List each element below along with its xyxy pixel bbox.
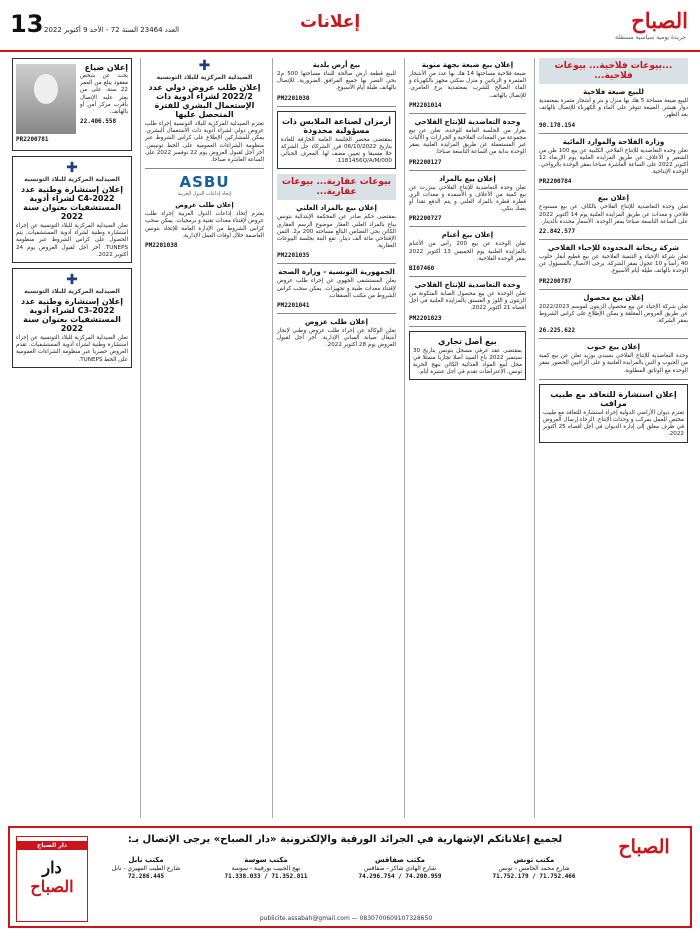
pharmacy-emblem-icon: ✚ — [66, 160, 78, 176]
page-number: 13 — [10, 10, 44, 38]
ad-ref: PM2201038 — [145, 242, 178, 250]
logo-word: دار — [42, 858, 62, 877]
ad-text: تعلن الصيدلية المركزية للبلاد التونسية عن إجراء استشارة وطنية لشراء أدوية المستشفيات. تقدم العروض حصريا عبر منظومة الشراءات العمومية على الخط TUNEPS. — [16, 335, 128, 363]
divider — [277, 263, 396, 264]
divider — [409, 326, 526, 327]
ad-item — [277, 204, 396, 259]
masthead-title: الصباح — [631, 8, 688, 33]
ad-text: ضيعة فلاحية مساحتها 14 هك بها عدد من الأشجار المثمرة و الزياتين و منزل سكني مجهز بالكهرباء و الماء الصالح للشرب بمعتمدية برج العامري. للإتصال بالهاتف. — [409, 71, 526, 99]
masthead — [631, 8, 688, 33]
ad-title: الجمهورية التونسية - وزارة الصحة — [278, 268, 395, 277]
ad-title: إعلان بيع حبوب — [587, 343, 640, 352]
ad-title: شركة ريحانة المحدودة للإحياء الفلاحي — [548, 244, 679, 253]
ad-text: تعلن الوكالة عن إجراء طلب عروض وطني لإنجاز أشغال صيانة المباني الإدارية. آخر أجل لقبول العروض يوم 28 أكتوبر 2022. — [277, 328, 396, 349]
ad-item — [409, 175, 526, 223]
office-address: شارع الطيب المهيري - نابل — [111, 865, 181, 872]
footer-banner — [8, 826, 692, 928]
ad-title: إعلان بيع محصول — [583, 293, 644, 302]
logo-text: الصيدلية المركزية للبلاد التونسية — [156, 74, 253, 81]
ad-text: تعلن الوحدة عن بيع محصول الصابة المتكونة من الزيتون و اللوز و الفستق بالمزايدة العلنية في أجل أقصاه 21 أكتوبر 2022. — [409, 291, 526, 312]
masthead-subtitle: جريدة يومية سياسية مستقلة — [614, 34, 686, 41]
divider — [409, 276, 526, 277]
ad-title: وحدة التعاضدية للإنتاج الفلاحي — [414, 117, 521, 126]
section-band: بيوعات عقارية... بيوعات عقارية... — [277, 174, 396, 200]
ad-item — [539, 343, 688, 375]
ad-text: بمقتضى محضر الجلسة العامة الخارقة للعادة بتاريخ 06/10/2022 قرر الشركاء حل الشركة حلا مسبقا و تعيين مصف لها. المعرف الجبائي 1181456Q/A/M/000. — [281, 136, 392, 165]
ad-title: إعلان طلب عروض — [304, 318, 369, 327]
ad-title: إعلان ضياع — [84, 63, 128, 72]
ad-ref: PM2201041 — [277, 302, 310, 310]
divider — [539, 289, 688, 290]
divider — [409, 170, 526, 171]
ad-text: بمقتضى عقد عرفي مسجل بتونس بتاريخ 30 سبتمبر 2022 باع السيد أصلا تجاريا متمثلا في محل لبيع المواد الغذائية الكائن بنهج الحرية تونس. الإعتراضات تقدم في أجل عشرة أيام. — [413, 347, 522, 376]
ad-title: أرمزان لصناعة الملابس ذات مسؤولية محدودة — [281, 116, 392, 135]
ad-text: تعلن شركة الإحياء عن بيع محصول الزيتون لموسم 2022/2023 عن طريق العروض المغلقة و يمكن الإطلاع على كراس الشروط بمقر الشركة. — [539, 303, 688, 325]
office-name: مكتب صفاقس — [374, 856, 426, 864]
pharmacy-logo — [145, 58, 264, 81]
logo-word: الصباح — [30, 877, 74, 896]
divider — [539, 239, 688, 240]
ad-item — [409, 231, 526, 272]
ad-ref: PR2200781 — [16, 136, 49, 143]
section-band: ...بيوعات فلاحية... بيوعات فلاحية... — [539, 58, 688, 84]
ad-item — [277, 61, 396, 102]
asbu-logo-text: ASBU — [179, 173, 230, 192]
consultation-ad — [539, 384, 688, 443]
ad-text: يعلن المستشفى الجهوي عن إجراء طلب عروض لإقتناء معدات طبية و تجهيزات. يمكن سحب كراس الشروط من مكتب الصفقات. — [277, 278, 396, 299]
ad-ref: BI07460 — [409, 265, 435, 273]
ad-item — [409, 61, 526, 109]
ad-title: إعلان إستشارة وطنية عدد C3-2022 لشراء أدوية المستشفيات بعنوان سنة 2022 — [21, 297, 123, 334]
column-5 — [8, 58, 136, 818]
footer-logo-left — [16, 836, 88, 922]
pharmacy-logo — [16, 160, 128, 183]
ad-text: تعتزم ديوان الأراضي الدولية إجراء استشارة للتعاقد مع طبيب مختص للعمل بمركب و وحدات الإنتاج. الرجاء إرسال العروض في ظرف مغلق إلى إدارة الديوان في أجل أقصاه 25 أكتوبر 2022. — [543, 409, 684, 438]
ad-title: للبيع ضيعة فلاحية — [583, 88, 644, 96]
pharmacy-emblem-icon: ✚ — [66, 272, 78, 289]
ad-item — [409, 331, 526, 381]
column-1 — [534, 58, 692, 818]
ad-text: تعلن الصيدلية المركزية للبلاد التونسية عن إجراء استشارة وطنية لشراء أدوية المستشفيات. يتم الحصول على كراس الشروط عبر منظومة TUNEPS. آخر أجل لقبول العروض يوم 24 أكتوبر 2022. — [16, 223, 128, 258]
divider — [539, 338, 688, 339]
office-address: شارع محمد الخامس - تونس — [498, 865, 570, 872]
ad-title: وحدة التعاضدية للإنتاج الفلاحي — [414, 281, 521, 290]
divider — [277, 313, 396, 314]
ad-title: إعلان بيع ضيعة بجهة منوبة — [421, 61, 514, 69]
ad-item — [277, 111, 396, 170]
ad-title: إعلان استشارة للتعاقد مع طبيب مراقب — [550, 389, 677, 408]
divider — [539, 379, 688, 380]
ad-item — [539, 194, 688, 235]
ad-text: للبيع قطعة أرض صالحة للبناء مساحتها 500 م2 بحي النصر بها جميع المرافق الضرورية. للإتصال بالهاتف طيلة أيام الأسبوع. — [277, 71, 396, 92]
ad-ref: PM2201035 — [277, 252, 310, 260]
consultation-ad-c3 — [12, 268, 132, 368]
office-block — [96, 856, 196, 880]
asbu-logo — [145, 173, 264, 197]
column-2 — [404, 58, 530, 818]
logo-text: الصيدلية المركزية للبلاد التونسية — [24, 288, 120, 296]
ad-ref: PR2200787 — [539, 277, 572, 285]
ad-ref: 26.225.622 — [539, 327, 576, 335]
ad-item — [409, 281, 526, 322]
consultation-ad-c4 — [12, 156, 132, 263]
ad-title: إعلان طلب عروض دولي عدد 2022/2 لشراء أدوية ذات الإستعمال البشري للفترة المتحصل عليها — [148, 83, 261, 119]
ad-text: بقرار من الجلسة العامة للوحدة، تعلن عن بيع مجموعة من المعدات الفلاحية و الجرارات و الآليات غير المستعملة عن طريق المزايدة العلنية بمقر الوحدة بداية من الساعة التاسعة صباحا. — [409, 127, 526, 156]
footer-logo-right — [604, 836, 684, 896]
ad-title: إعلان إستشارة وطنية عدد C4-2022 لشراء أدوية المستشفيات بعنوان سنة 2022 — [21, 185, 123, 221]
office-phone: 71.338.033 / 71.352.811 — [224, 873, 308, 880]
ad-item — [539, 88, 688, 129]
phone-number: 22.406.558 — [80, 118, 117, 126]
logo-text: الصباح — [618, 836, 670, 858]
logo-text: الصيدلية المركزية للبلاد التونسية — [24, 176, 120, 183]
divider — [145, 168, 264, 169]
logo-caption: دار الصباح — [17, 841, 87, 850]
divider — [539, 189, 688, 190]
ad-text: تعلن وحدة التعاضدية للإنتاج الفلاحي بالكاف عن بيع مستودع فلاحي و معدات عن طريق المزايدة العلنية يوم 14 أكتوبر 2022 على الساعة التاسعة صباحا بمقر الوحدة. الأسعار محددة بالدينار. — [539, 204, 688, 225]
pharmacy-logo — [16, 272, 128, 295]
footer-contact-line: publicite.assabah@gmail.com — 0830700609107328650 — [259, 915, 433, 922]
asbu-subtitle: إتحاد إذاعات الدول العربية — [177, 191, 232, 198]
ad-title: بيع أصل تجاري — [438, 336, 497, 346]
ad-item — [539, 138, 688, 186]
divider — [409, 226, 526, 227]
column-3 — [272, 58, 400, 818]
ad-ref: PM2201030 — [277, 94, 310, 102]
office-block — [336, 856, 464, 880]
ad-ref: PR2200127 — [409, 158, 442, 166]
footer-headline: لجميع إعلاناتكم الإشهارية في الجرائد الورقية والإلكترونية «دار الصباح» يرجى الإتصال بـ: — [127, 834, 563, 845]
ad-item — [277, 268, 396, 309]
ad-ref: PM2201014 — [409, 101, 442, 109]
ad-text: وحدة التعاضدية للإنتاج الفلاحي بسيدي بوزيد تعلن عن بيع كمية من الحبوب و التبن بالمزايدة العلنية و على الراغبين الحضور بمقر الوحدة مع الوثائق المطلوبة. — [539, 353, 688, 374]
ad-ref: PR2200727 — [409, 215, 442, 223]
ad-item — [539, 244, 688, 285]
office-phone: 74.296.754 / 74.200.959 — [358, 873, 442, 880]
issue-line: العدد 23464 السنة 72 - الأحد 9 أكتوبر 2022 — [44, 26, 180, 34]
ad-title: إعلان طلب عروض — [175, 201, 234, 210]
ad-text: تعلن وحدة التعاضدية للإنتاج الفلاحي الكلبية عن بيع 100 طن من الشعير و الأعلاف عن طريق المزايدة العلنية يوم الإربعاء 12 أكتوبر 2022 على الساعة العاشرة صباحا بمقر الوحدة بالرواحي. الوحدة الإنتاجية. — [539, 147, 688, 176]
office-address: نهج الحبيب بورقيبة - سوسة — [231, 865, 301, 872]
pharmacy-emblem-icon: ✚ — [198, 58, 211, 74]
ad-text: تعتزم الصيدلية المركزية للبلاد التونسية إجراء طلب عروض دولي لشراء أدوية ذات الاستعمال البشري. يمكن للمشاركين الإطلاع على كراس الشروط عبر منظومة الشراءات العمومية على الخط تونيبس. آخر أجل لقبول العروض يوم 22 نوفمبر 2022 على الساعة العاشرة صباحا. — [145, 121, 264, 164]
ad-text: يعتزم إتحاد إذاعات الدول العربية إجراء طلب عروض لإقتناء معدات تقنية و برمجيات. يمكن سحب كراس الشروط من الإدارة العامة للإتحاد بتونس العاصمة خلال أوقات العمل الإدارية. — [145, 211, 264, 239]
ad-title: إعلان بيع أغنام — [441, 231, 494, 240]
divider — [539, 133, 688, 134]
office-block — [470, 856, 598, 880]
ad-ref: PR2200784 — [539, 178, 572, 186]
ad-text: بحث عن شخص مفقود يبلغ من العمر 22 سنة. على من يعثر عليه الإتصال بأقرب مركز أمن أو بالهاتف. — [80, 73, 128, 116]
ad-title: إعلان بيع بالمزاد العلني — [296, 204, 377, 213]
ad-ref: 98.178.154 — [539, 121, 576, 129]
ad-title: إعلان بيع — [597, 194, 630, 203]
lost-person-ad — [12, 58, 132, 151]
office-name: مكتب نابل — [128, 856, 164, 864]
office-phone: 71.752.179 / 71.752.466 — [492, 873, 576, 880]
ad-ref: PM2201023 — [409, 314, 442, 322]
office-address: شارع الهادي شاكر - صفاقس — [363, 865, 437, 872]
ad-title: إعلان بيع بالمزاد — [439, 174, 496, 183]
ad-text: تعلن الوحدة عن بيع 200 رأس من الأغنام بالمزايدة العلنية يوم الخميس 13 أكتوبر 2022 بمقر الوحدة الفلاحية. — [409, 241, 526, 262]
column-4 — [140, 58, 268, 818]
ad-item — [409, 118, 526, 166]
divider — [277, 106, 396, 107]
ad-item — [277, 318, 396, 350]
section-title: إعلانات — [300, 12, 361, 32]
ad-text: بمقتضى حكم صادر عن المحكمة الإبتدائية بتونس يباع بالمزاد العلني العقار موضوع الرسم العقاري الكائن بحي التضامن البالغ مساحته 200 م2. الثمن الإفتتاحي مائة ألف دينار. تقع البتة بجلسة البيوعات العقارية. — [277, 214, 396, 250]
ad-text: تعلن وحدة التعاضدية للإنتاج الفلاحي ببنزرت عن بيع كمية من الأعلاف و الأسمدة و معدات الري قطرة قطرة بالمزاد العلني و يتم الدفع نقدا أو بصك بنكي. — [409, 184, 526, 213]
office-name: مكتب تونس — [513, 856, 555, 864]
office-name: مكتب سوسة — [244, 856, 288, 864]
office-phone: 72.286.445 — [127, 873, 165, 880]
page-header — [0, 0, 700, 52]
ad-ref: 22.842.577 — [539, 228, 576, 236]
ad-text: للبيع ضيعة مساحة 5 هك بها منزل و بئر و أشجار مثمرة بمعتمدية دوار هيشر. الضيعة تتوفر على الماء و الكهرباء للإتصال بالهاتف بعد الظهر. — [539, 98, 689, 119]
office-block — [202, 856, 330, 880]
ad-title: بيع أرض بلدية — [312, 61, 361, 69]
ad-text: تعلن شركة الإحياء و التنمية الفلاحية عن بيع قطيع أبقار حلوب 40 رأسا و 10 عجول بمقر الشركة. يرجى الاتصال بالمسؤول عن الوحدة بالهاتف طيلة أيام الأسبوع. — [539, 254, 688, 275]
ad-title: وزارة الفلاحة والموارد المائية — [562, 137, 665, 146]
divider — [409, 113, 526, 114]
ad-item — [539, 294, 688, 335]
person-photo — [16, 64, 76, 134]
